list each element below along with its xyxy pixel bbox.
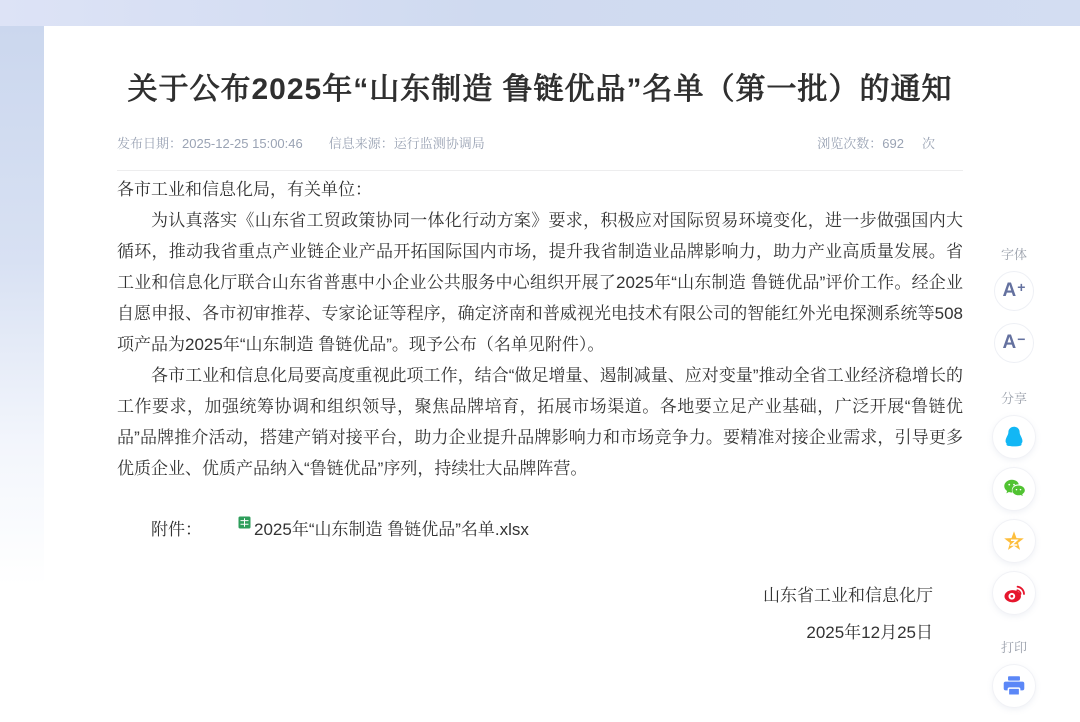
page-title: 关于公布2025年“山东制造 鲁链优品”名单（第一批）的通知	[127, 73, 953, 106]
font-increase-button[interactable]	[994, 271, 1034, 311]
view-count	[817, 134, 935, 154]
share-qq-button[interactable]	[992, 415, 1036, 459]
publish-date	[117, 134, 303, 154]
article-body	[117, 174, 963, 651]
paragraph: 为认真落实《山东省工贸政策协同一体化行动方案》要求，积极应对国际贸易环境变化，进一步做强国内大循环，推动我省重点产业链企业产品开拓国际国内市场，提升我省制造业品牌影响力，助力产业高质量发展。省工业和信息化厅联合山东省普惠中小企业公共服务中心组织开展了2025年“山东制造 鲁链优品”评价工作。经企业自愿申报、各市初审推荐、专家论证等程序，确定济南和普威视光电技术有限公司的智能红外光电探测系统等508项产品为2025年“山东制造 鲁链优品”。现予公布（名单见附件）。	[117, 211, 963, 354]
attachment-row	[117, 514, 963, 545]
weibo-icon	[1001, 580, 1027, 606]
printer-icon	[1001, 673, 1027, 699]
font-decrease-button[interactable]	[994, 323, 1034, 363]
info-source-value: 运行监测协调局	[393, 136, 485, 151]
page-top-decoration	[0, 0, 1080, 26]
excel-file-icon	[204, 516, 251, 529]
share-qzone-button[interactable]	[992, 519, 1036, 563]
publish-date-label: 发布日期：	[117, 136, 183, 151]
plus-icon: +	[1017, 278, 1026, 295]
view-count-label: 浏览次数：	[817, 136, 883, 151]
header-divider	[117, 170, 963, 171]
font-decrease-letter: A	[1002, 332, 1017, 353]
info-source	[329, 134, 485, 154]
paragraph: 各市工业和信息化局要高度重视此项工作，结合“做足增量、遏制减量、应对变量”推动全省工业经济稳增长的工作要求，加强统筹协调和组织领导，聚焦品牌培育，拓展市场渠道。各地要立足产业基础，广泛开展“鲁链优品”品牌推介活动，搭建产销对接平台，助力企业提升品牌影响力和市场竞争力。要精准对接企业需求，引导更多优质企业、优质产品纳入“鲁链优品”序列，持续壮大品牌阵营。	[117, 366, 963, 478]
publish-date-value: 2025-12-25 15:00:46	[182, 136, 303, 151]
salutation: 各市工业和信息化局，有关单位：	[117, 180, 372, 199]
share-label: 分享	[1000, 391, 1027, 406]
share-weibo-button[interactable]	[992, 571, 1036, 615]
print-label: 打印	[1000, 640, 1027, 655]
signature-date: 2025年12月25日	[806, 623, 933, 642]
article-content	[117, 26, 963, 651]
view-count-value: 692	[882, 136, 904, 151]
side-toolbar	[992, 246, 1036, 716]
font-size-label: 字体	[1000, 247, 1027, 262]
view-count-unit: 次	[921, 136, 935, 151]
signature-block	[117, 577, 963, 651]
print-button[interactable]	[992, 664, 1036, 708]
article-card	[44, 26, 1080, 722]
share-wechat-button[interactable]	[992, 467, 1036, 511]
page-left-decoration	[0, 26, 44, 586]
meta-left-group	[117, 134, 485, 154]
qzone-star-icon	[1001, 528, 1027, 554]
article-meta	[117, 134, 963, 154]
signature-org: 山东省工业和信息化厅	[763, 586, 933, 605]
info-source-label: 信息来源：	[328, 136, 394, 151]
attachment-link[interactable]: 2025年“山东制造 鲁链优品”名单.xlsx	[254, 520, 529, 539]
wechat-icon	[1001, 476, 1027, 502]
minus-icon: −	[1017, 330, 1026, 347]
font-increase-letter: A	[1002, 280, 1017, 301]
qq-icon	[1001, 424, 1027, 450]
attachment-label: 附件：	[151, 520, 202, 539]
